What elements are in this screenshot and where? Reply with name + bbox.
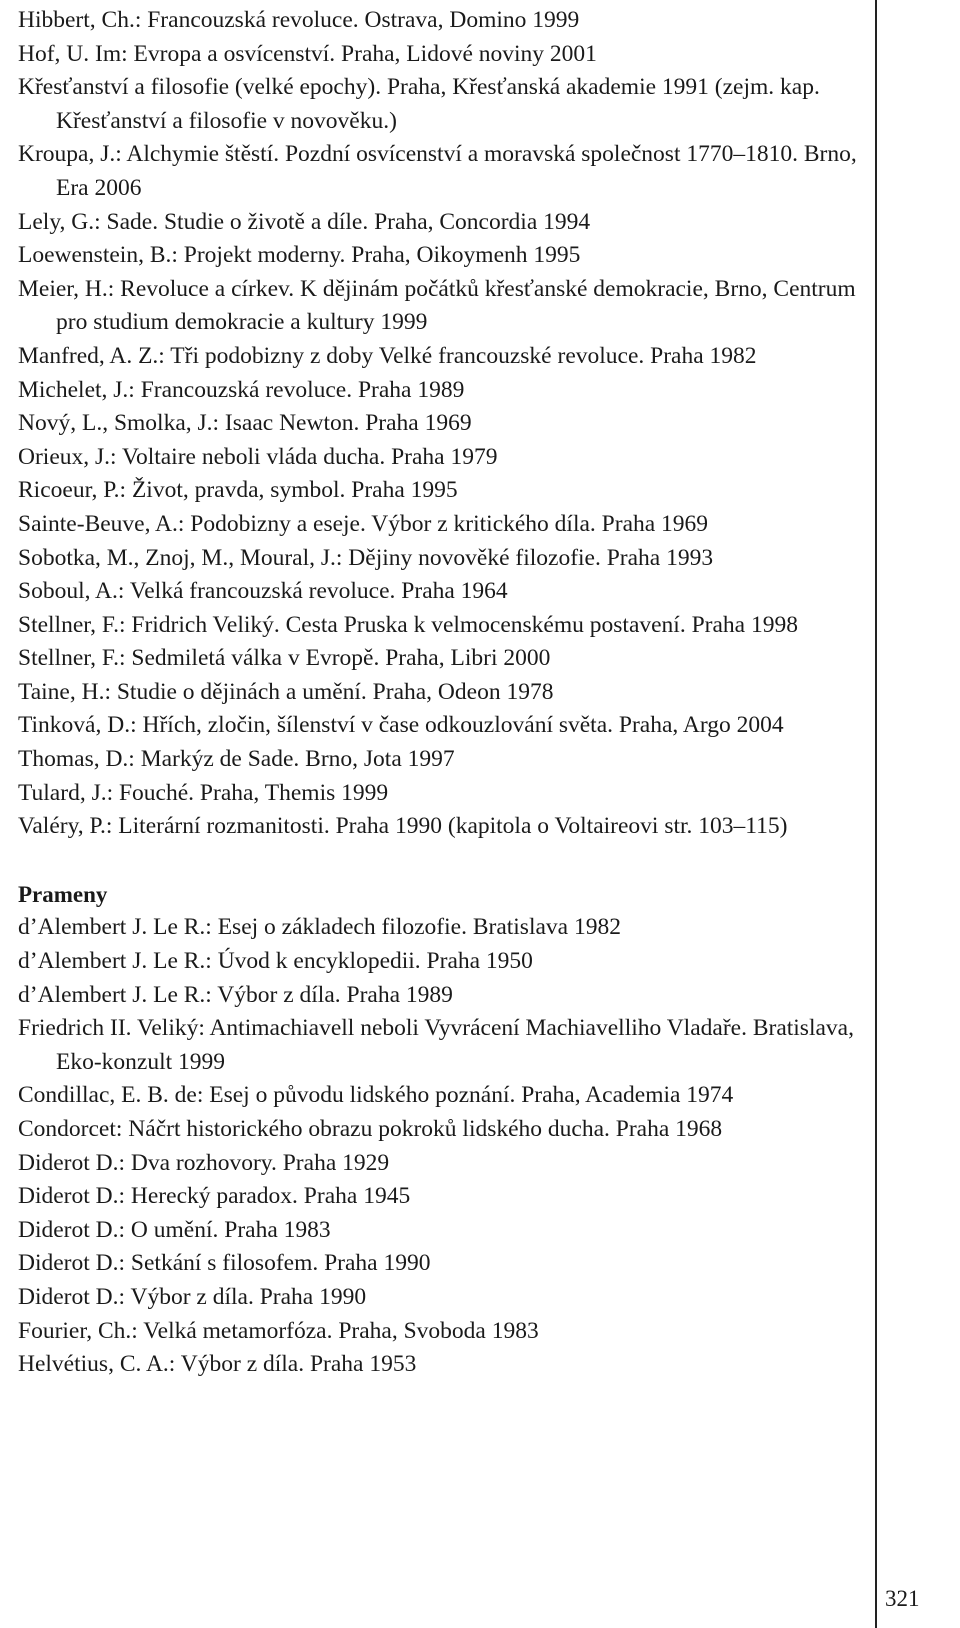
bibliography-entry: Meier, H.: Revoluce a církev. K dějinám počátků křesťanské demokracie, Brno, Centrum pro studium demokracie a kultury 1999 xyxy=(18,275,856,336)
bibliography-entry: Orieux, J.: Voltaire neboli vláda ducha. Praha 1979 xyxy=(18,443,498,470)
section-spacer xyxy=(18,844,878,878)
source-entry: d’Alembert J. Le R.: Úvod k encyklopedii. Praha 1950 xyxy=(18,948,533,975)
bibliography-entry: Manfred, A. Z.: Tři podobizny z doby Velké francouzské revoluce. Praha 1982 xyxy=(18,342,757,369)
source-entry: Diderot D.: O umění. Praha 1983 xyxy=(18,1216,331,1243)
bibliography-entry: Thomas, D.: Markýz de Sade. Brno, Jota 1997 xyxy=(18,746,455,773)
sources-heading: Prameny xyxy=(18,881,108,907)
bibliography-entry: Tinková, D.: Hřích, zločin, šílenství v čase odkouzlování světa. Praha, Argo 2004 xyxy=(18,712,784,739)
source-entry: Diderot D.: Dva rozhovory. Praha 1929 xyxy=(18,1149,390,1176)
source-entry: d’Alembert J. Le R.: Výbor z díla. Praha 1989 xyxy=(18,981,453,1008)
bibliography-entry: Kroupa, J.: Alchymie štěstí. Pozdní osvícenství a moravská společnost 1770–1810. Brno, Era 2006 xyxy=(18,141,857,201)
bibliography-entry: Sainte-Beuve, A.: Podobizny a eseje. Výbor z kritického díla. Praha 1969 xyxy=(18,510,709,537)
literature-list xyxy=(18,4,878,844)
sources-list xyxy=(18,911,878,1381)
page-number: 321 xyxy=(885,1586,920,1611)
bibliography-entry: Stellner, F.: Fridrich Veliký. Cesta Pruska k velmocenskému postavení. Praha 1998 xyxy=(18,611,798,638)
bibliography-column xyxy=(18,4,878,1382)
bibliography-entry: Taine, H.: Studie o dějinách a umění. Praha, Odeon 1978 xyxy=(18,678,554,705)
source-entry: Diderot D.: Výbor z díla. Praha 1990 xyxy=(18,1283,367,1310)
source-entry: d’Alembert J. Le R.: Esej o základech filozofie. Bratislava 1982 xyxy=(18,914,621,941)
bibliography-entry: Michelet, J.: Francouzská revoluce. Praha 1989 xyxy=(18,376,465,403)
bibliography-entry: Valéry, P.: Literární rozmanitosti. Praha 1990 (kapitola o Voltaireovi str. 103–115) xyxy=(18,813,788,840)
source-entry: Friedrich II. Veliký: Antimachiavell neboli Vyvrácení Machiavelliho Vladaře. Bratislava, Eko-konzult 1999 xyxy=(18,1015,854,1075)
margin-rule xyxy=(875,0,877,1628)
bibliography-entry: Hof, U. Im: Evropa a osvícenství. Praha, Lidové noviny 2001 xyxy=(18,40,597,67)
bibliography-entry: Sobotka, M., Znoj, M., Moural, J.: Dějiny novověké filozofie. Praha 1993 xyxy=(18,544,714,571)
bibliography-entry: Křesťanství a filosofie (velké epochy). Praha, Křesťanská akademie 1991 (zejm. kap. Křesťanství a filosofie v novověku.) xyxy=(18,74,820,134)
source-entry: Condorcet: Náčrt historického obrazu pokroků lidského ducha. Praha 1968 xyxy=(18,1116,723,1142)
source-entry: Diderot D.: Setkání s filosofem. Praha 1990 xyxy=(18,1250,431,1277)
bibliography-entry: Lely, G.: Sade. Studie o životě a díle. Praha, Concordia 1994 xyxy=(18,208,591,235)
bibliography-entry: Stellner, F.: Sedmiletá válka v Evropě. Praha, Libri 2000 xyxy=(18,645,551,672)
bibliography-entry: Soboul, A.: Velká francouzská revoluce. Praha 1964 xyxy=(18,578,508,605)
source-entry: Diderot D.: Herecký paradox. Praha 1945 xyxy=(18,1183,411,1210)
bibliography-entry: Hibbert, Ch.: Francouzská revoluce. Ostrava, Domino 1999 xyxy=(18,7,580,33)
bibliography-entry: Loewenstein, B.: Projekt moderny. Praha, Oikoymenh 1995 xyxy=(18,242,581,269)
bibliography-entry: Tulard, J.: Fouché. Praha, Themis 1999 xyxy=(18,779,389,806)
bibliography-entry: Ricoeur, P.: Život, pravda, symbol. Praha 1995 xyxy=(18,477,458,504)
source-entry: Condillac, E. B. de: Esej o původu lidského poznání. Praha, Academia 1974 xyxy=(18,1082,734,1109)
source-entry: Fourier, Ch.: Velká metamorfóza. Praha, Svoboda 1983 xyxy=(18,1317,539,1344)
bibliography-entry: Nový, L., Smolka, J.: Isaac Newton. Praha 1969 xyxy=(18,410,472,437)
source-entry: Helvétius, C. A.: Výbor z díla. Praha 1953 xyxy=(18,1351,417,1378)
